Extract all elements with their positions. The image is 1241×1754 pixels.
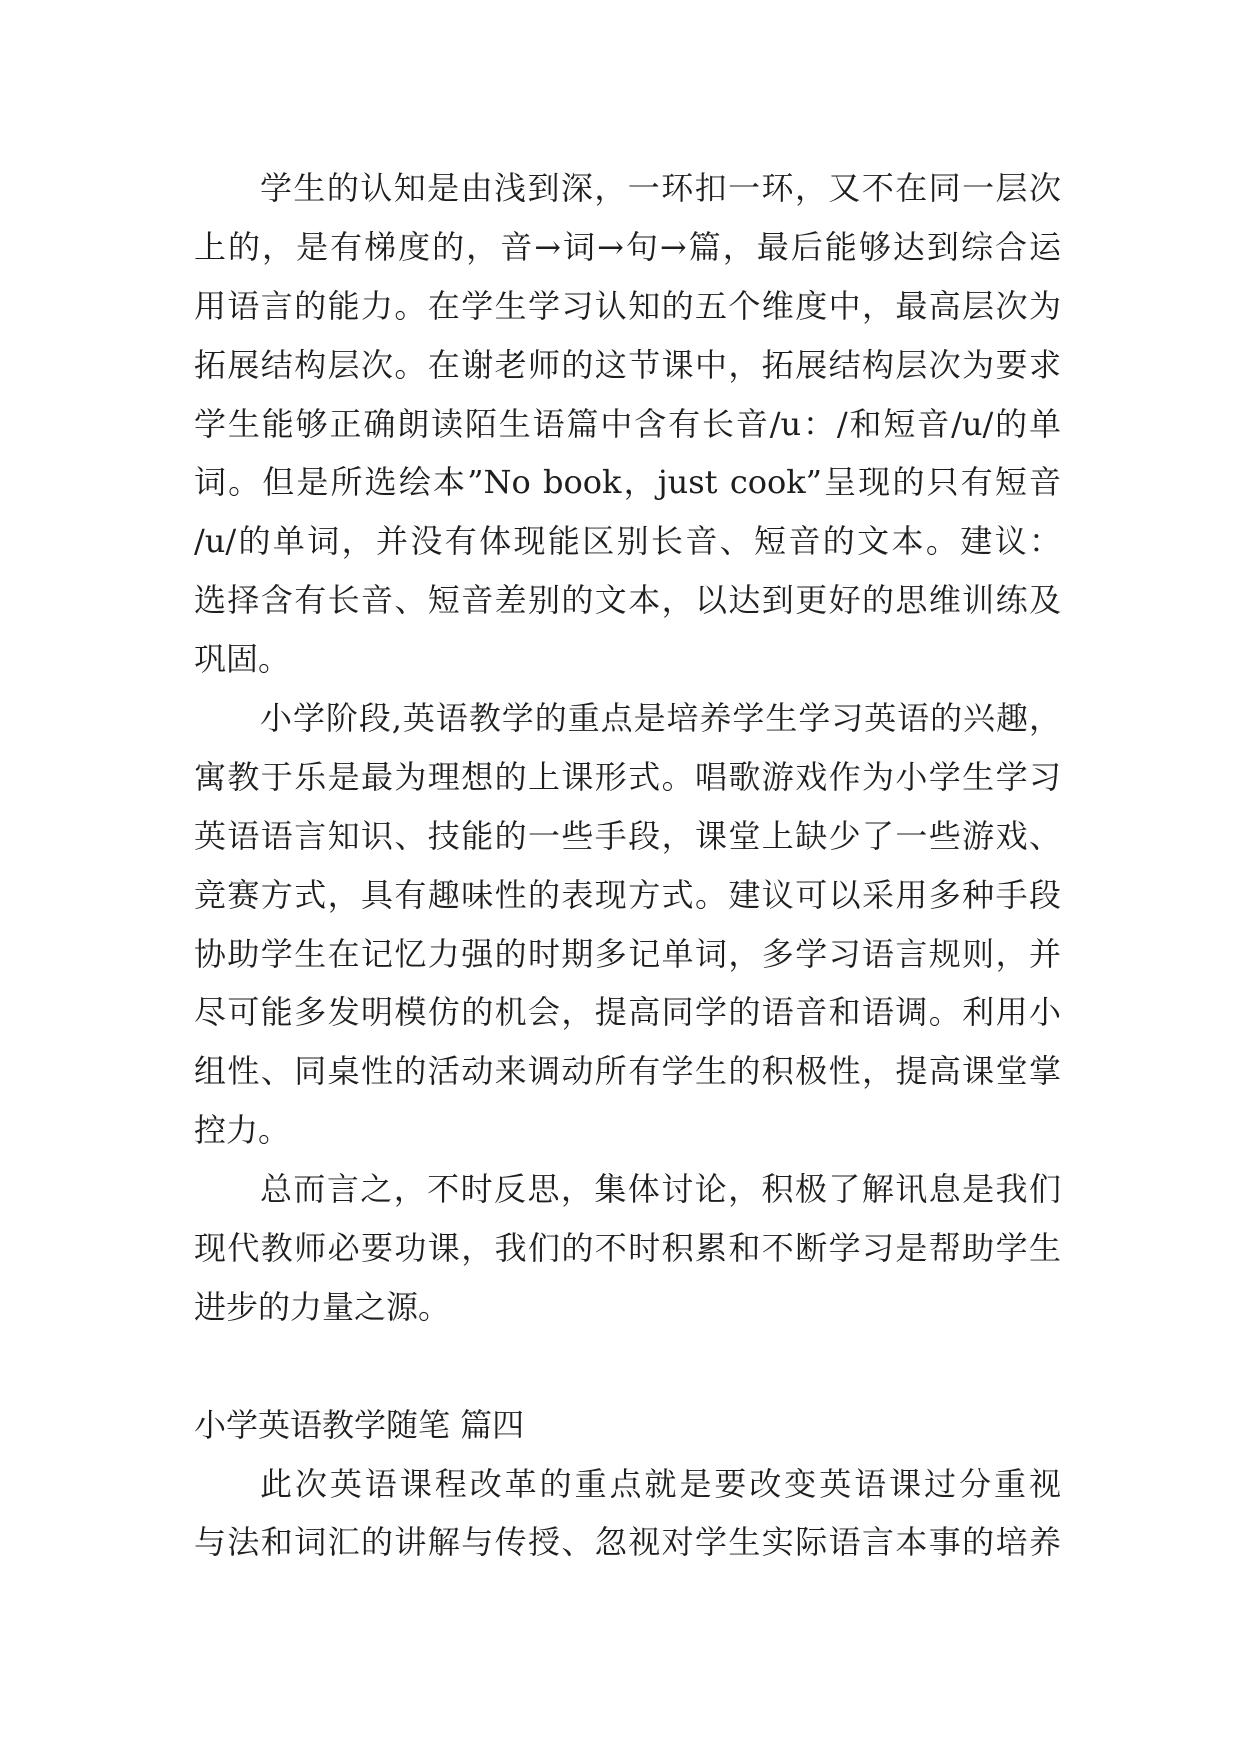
text-line: 学生能够正确朗读陌生语篇中含有长音/u：/和短音/u/的单 (194, 404, 1061, 443)
text-line: 协助学生在记忆力强的时期多记单词，多学习语言规则，并 (194, 934, 1061, 973)
text-line: 寓教于乐是最为理想的上课形式。唱歌游戏作为小学生学习 (194, 757, 1061, 796)
text-line: 组性、同桌性的活动来调动所有学生的积极性，提高课堂掌 (194, 1052, 1061, 1091)
paragraph (194, 1160, 1061, 1337)
text-line: 总而言之，不时反思，集体讨论，积极了解讯息是我们 (260, 1170, 1061, 1209)
text-line: 巩固。 (194, 640, 291, 679)
paragraph (194, 1455, 1061, 1573)
text-line: 竞赛方式，具有趣味性的表现方式。建议可以采用多种手段 (194, 875, 1061, 914)
text-line: 词。但是所选绘本”No book，just cook”呈现的只有短音 (194, 463, 1061, 502)
text-line: 现代教师必要功课，我们的不时积累和不断学习是帮助学生 (194, 1229, 1061, 1268)
paragraph (194, 159, 1061, 689)
section-heading: 小学英语教学随笔 篇四 (194, 1405, 525, 1444)
text-line: 上的，是有梯度的，音→词→句→篇，最后能够达到综合运 (194, 227, 1061, 266)
text-line: 此次英语课程改革的重点就是要改变英语课过分重视 (260, 1464, 1061, 1503)
text-line: 选择含有长音、短音差别的文本，以达到更好的思维训练及 (194, 581, 1061, 620)
text-line: 用语言的能力。在学生学习认知的五个维度中，最高层次为 (194, 286, 1061, 325)
text-line: 拓展结构层次。在谢老师的这节课中，拓展结构层次为要求 (194, 345, 1061, 384)
text-line: 学生的认知是由浅到深，一环扣一环，又不在同一层次 (260, 169, 1061, 207)
text-line: 控力。 (194, 1111, 291, 1150)
text-line: 小学阶段,英语教学的重点是培养学生学习英语的兴趣， (260, 699, 1061, 738)
text-line: 尽可能多发明模仿的机会，提高同学的语音和语调。利用小 (194, 993, 1061, 1032)
text-line: /u/的单词，并没有体现能区别长音、短音的文本。建议： (194, 522, 1061, 561)
document-body (194, 159, 1061, 1572)
text-line: 进步的力量之源。 (194, 1287, 451, 1326)
text-line: 英语语言知识、技能的一些手段，课堂上缺少了一些游戏、 (194, 816, 1061, 855)
blank-line (194, 1337, 1061, 1396)
paragraph (194, 689, 1061, 1160)
text-line: 与法和词汇的讲解与传授、忽视对学生实际语言本事的培养 (194, 1523, 1061, 1562)
